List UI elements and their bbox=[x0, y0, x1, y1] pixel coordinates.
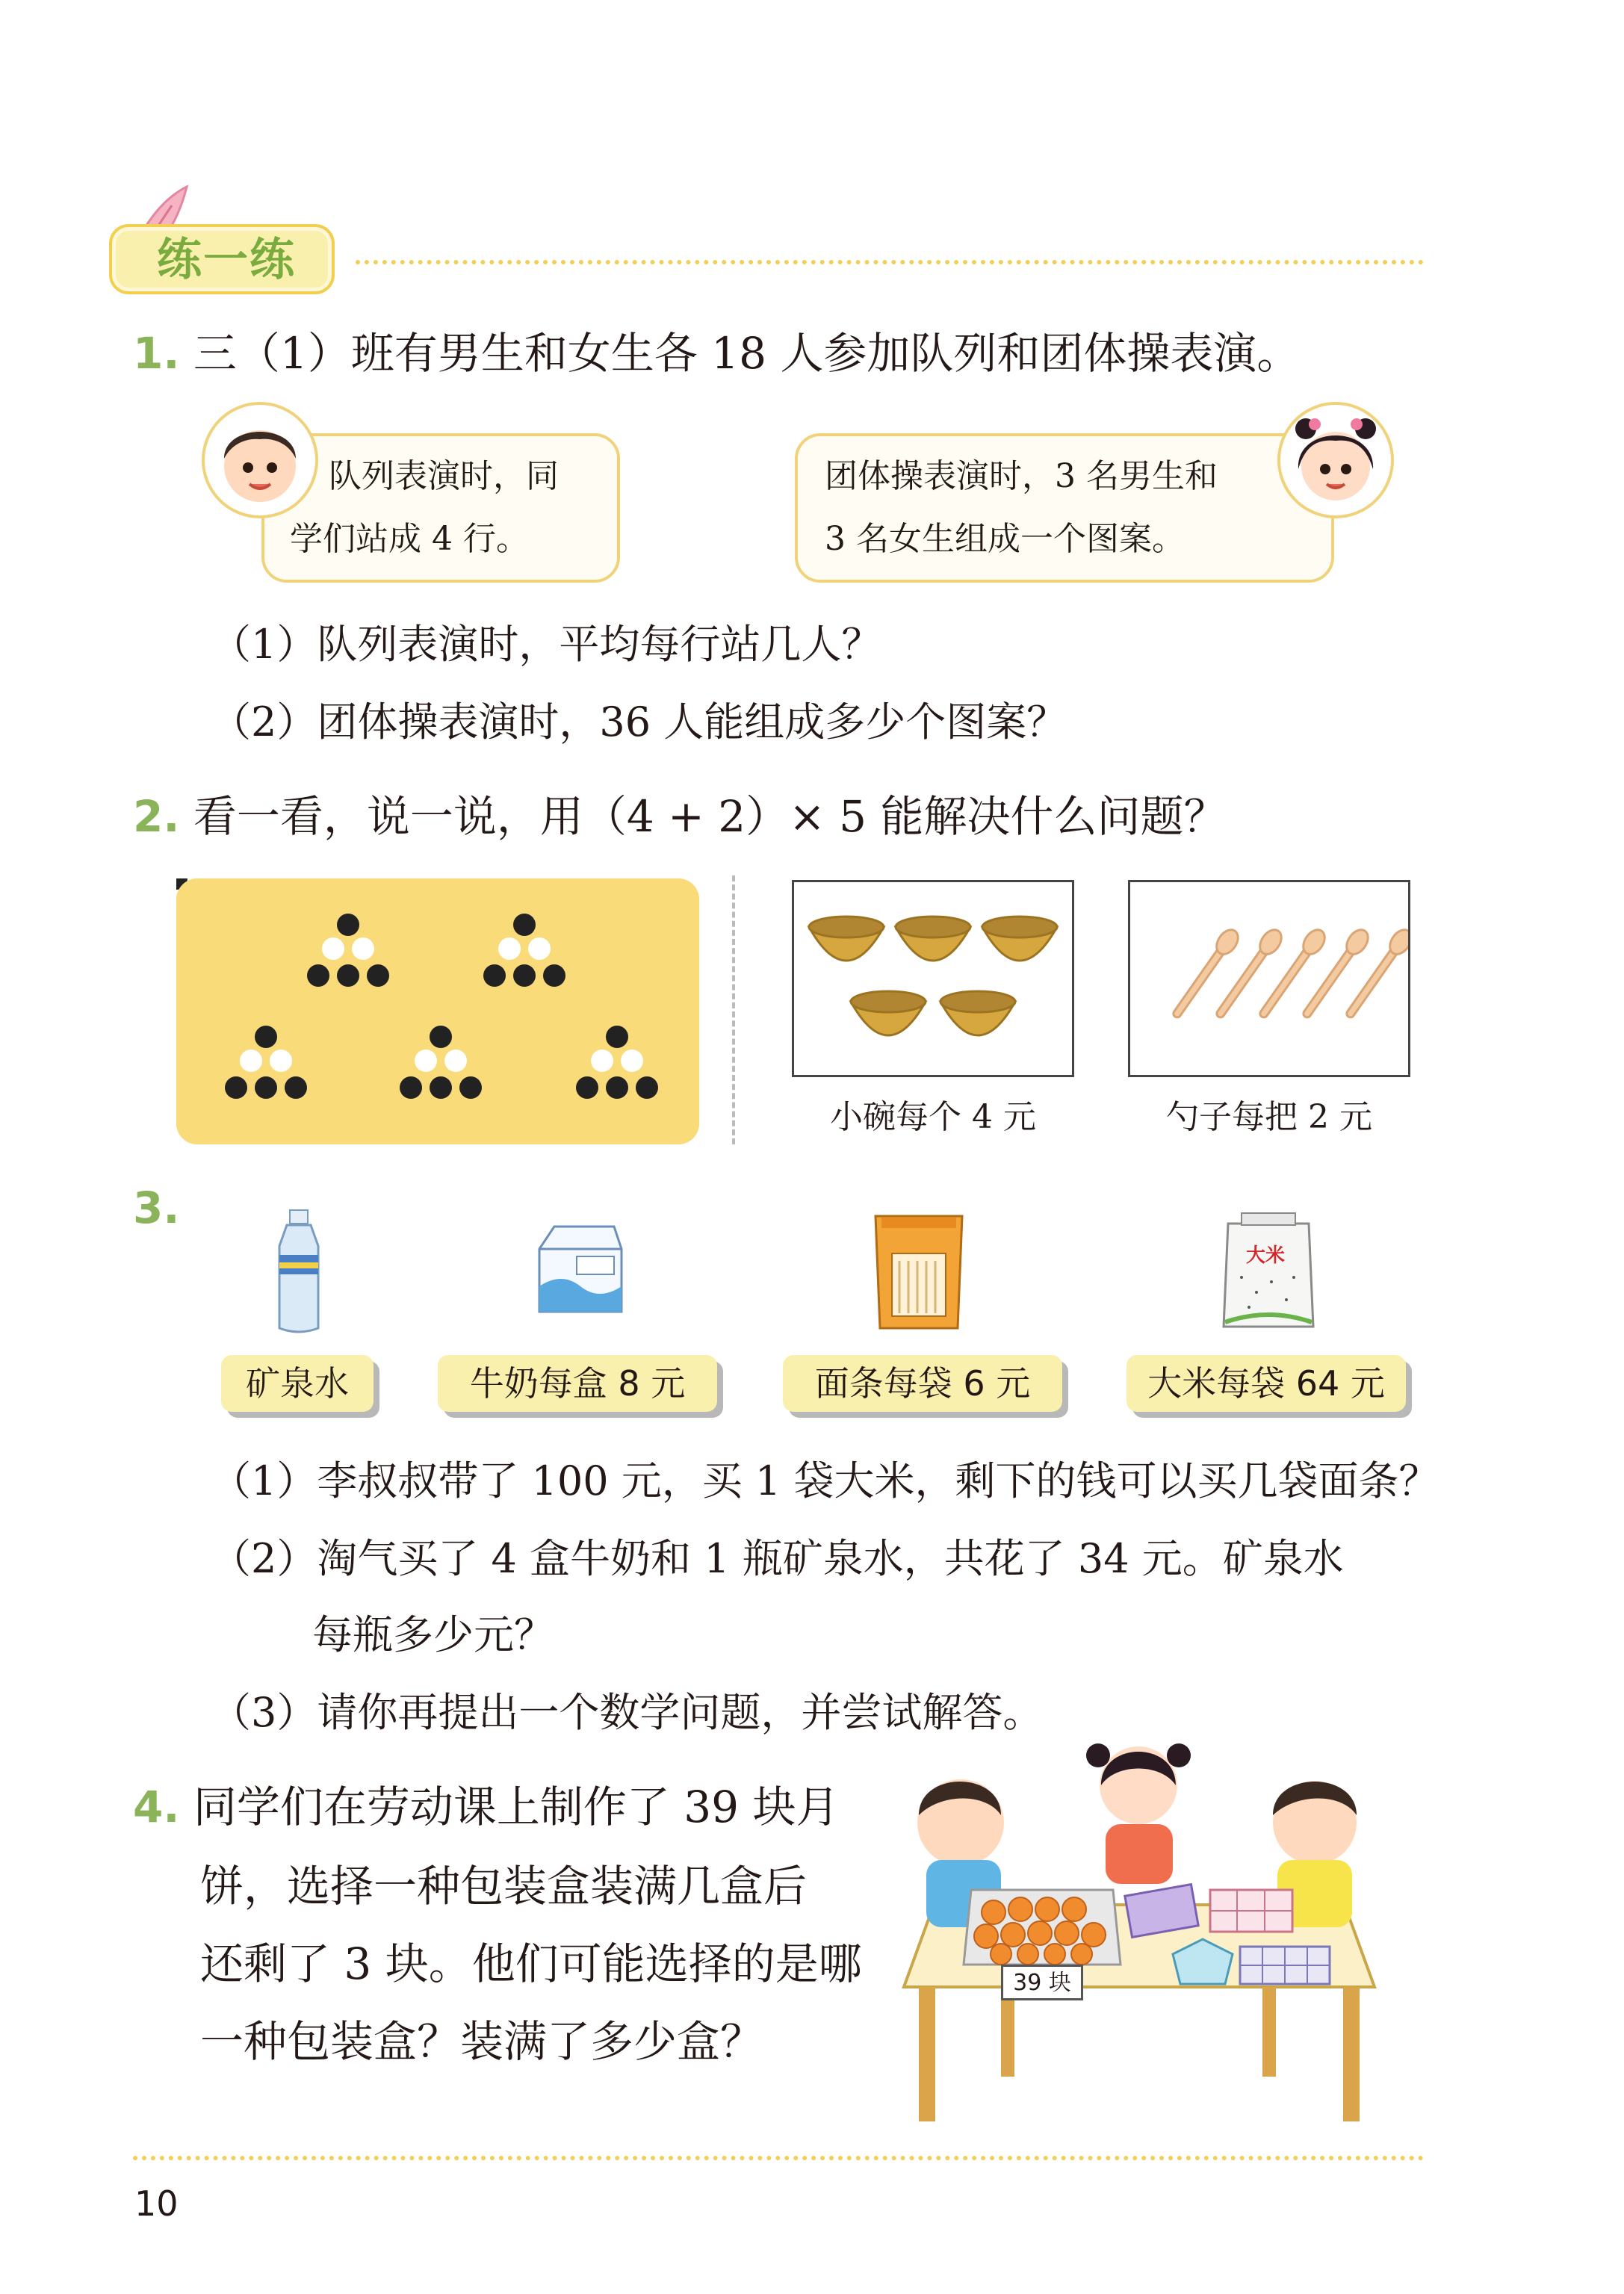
q3-text bbox=[133, 1182, 179, 1234]
spoons-picture-box bbox=[1128, 880, 1410, 1077]
q2-sentence: 看一看，说一说，用（4 + 2）× 5 能解决什么问题？ bbox=[193, 791, 1227, 842]
footer-dotted-line bbox=[133, 2156, 1424, 2160]
q3-sub2-line1: （2）淘气买了 4 盒牛奶和 1 瓶矿泉水，共花了 34 元。矿泉水 bbox=[211, 1535, 1344, 1582]
section-title: 练一练 bbox=[157, 234, 296, 286]
q4-text-line1: 同学们在劳动课上制作了 39 块月 bbox=[193, 1782, 840, 1832]
bowl-caption: 小碗每个 4 元 bbox=[830, 1098, 1036, 1136]
q4-number: 4. bbox=[133, 1782, 180, 1832]
girl-avatar-icon bbox=[1276, 394, 1395, 521]
label-noodles: 面条每袋 6 元 bbox=[783, 1355, 1062, 1412]
page-number: 10 bbox=[134, 2183, 179, 2224]
label-rice: 大米每袋 64 元 bbox=[1126, 1355, 1406, 1412]
divider-dashed bbox=[732, 875, 735, 1144]
mooncake-illustration bbox=[889, 1740, 1389, 2129]
q2-text bbox=[133, 790, 1227, 843]
noodle-bag-icon bbox=[867, 1209, 971, 1336]
q4-line4: 一种包装盒？装满了多少盒？ bbox=[200, 2016, 764, 2067]
q4-line2: 饼，选择一种包装盒装满几盒后 bbox=[200, 1861, 808, 1912]
q4-line3: 还剩了 3 块。他们可能选择的是哪 bbox=[200, 1938, 862, 1989]
tray-label: 39 块 bbox=[1001, 1965, 1083, 2000]
spoon-icon bbox=[1130, 882, 1408, 1075]
boy-avatar-icon bbox=[200, 400, 320, 520]
bowl-icon bbox=[794, 882, 1072, 1075]
label-milk: 牛奶每盒 8 元 bbox=[438, 1355, 717, 1412]
header-dotted-line bbox=[356, 260, 1424, 264]
milk-carton-icon bbox=[532, 1219, 629, 1316]
girl-bubble-line1: 团体操表演时，3 名男生和 bbox=[825, 457, 1218, 495]
q3-sub1: （1）李叔叔带了 100 元，买 1 袋大米，剩下的钱可以买几袋面条？ bbox=[211, 1457, 1439, 1504]
q1-text bbox=[133, 327, 1300, 379]
q3-sub2-line2: 每瓶多少元？ bbox=[312, 1611, 554, 1658]
boy-bubble-line1: 队列表演时，同 bbox=[329, 457, 559, 495]
bowls-picture-box bbox=[792, 880, 1074, 1077]
q3-number: 3. bbox=[133, 1182, 180, 1233]
spoon-caption: 勺子每把 2 元 bbox=[1166, 1098, 1372, 1136]
q1-sentence: 三（1）班有男生和女生各 18 人参加队列和团体操表演。 bbox=[193, 328, 1301, 379]
q4-line1 bbox=[133, 1781, 840, 1833]
water-bottle-icon bbox=[269, 1209, 329, 1336]
label-mineral-water: 矿泉水 bbox=[221, 1355, 374, 1412]
q2-number: 2. bbox=[133, 791, 180, 842]
q1-sub2: （2）团体操表演时，36 人能组成多少个图案？ bbox=[211, 698, 1067, 745]
q1-number: 1. bbox=[133, 328, 180, 379]
rice-bag-icon bbox=[1219, 1210, 1318, 1334]
bead-triangles-icon-layer bbox=[176, 878, 699, 1144]
girl-bubble-line2: 3 名女生组成一个图案。 bbox=[825, 520, 1185, 558]
q1-sub1: （1）队列表演时，平均每行站几人？ bbox=[211, 621, 882, 668]
boy-bubble-line2: 学们站成 4 行。 bbox=[290, 520, 529, 558]
rice-bag-text: 大米 bbox=[1246, 1244, 1286, 1267]
q3-sub3: （3）请你再提出一个数学问题，并尝试解答。 bbox=[211, 1689, 1044, 1736]
